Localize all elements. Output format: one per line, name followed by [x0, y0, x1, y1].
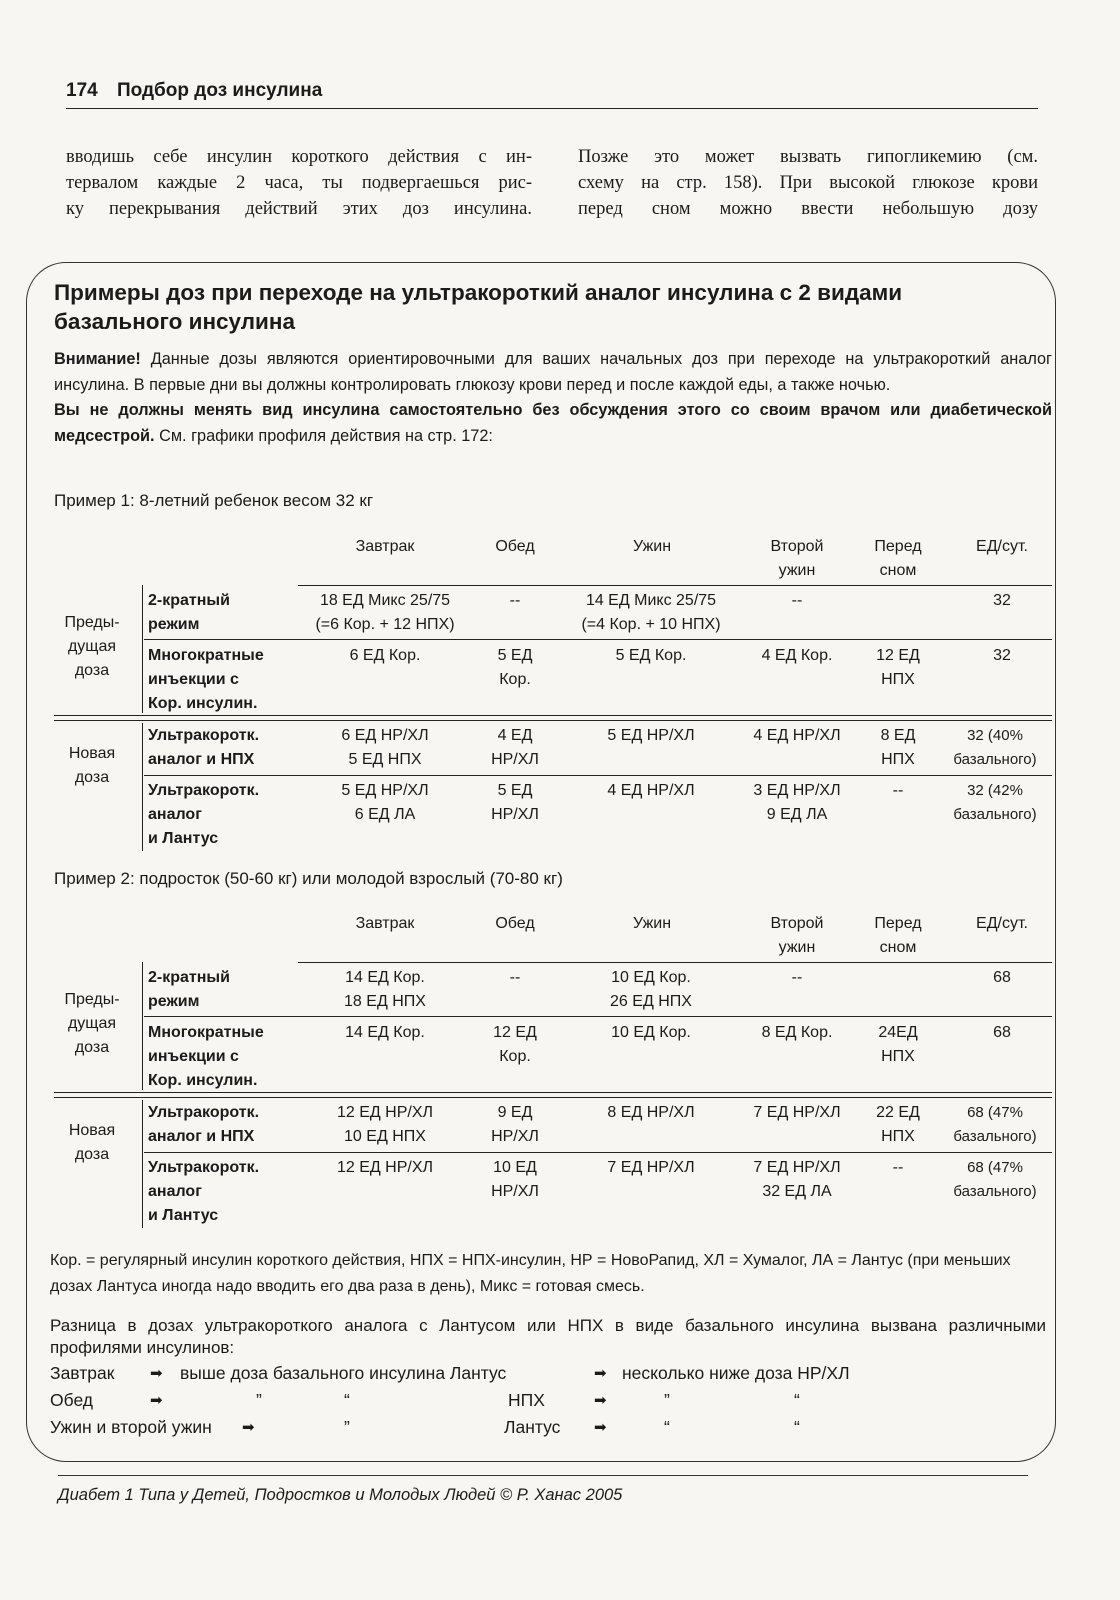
cell-dinner: 7 ЕД НР/ХЛ: [607, 1159, 695, 1176]
cell-lunch: 12 ЕД Кор.: [493, 1024, 537, 1065]
row-label: Многократные инъекции с Кор. инсулин.: [148, 1024, 264, 1089]
cell-dinner: 8 ЕД НР/ХЛ: [607, 1104, 695, 1121]
cell-lunch: 5 ЕД НР/ХЛ: [491, 782, 539, 823]
cell-lunch: 5 ЕД Кор.: [497, 647, 533, 688]
cell-lunch: --: [509, 592, 521, 609]
cell-breakfast: 12 ЕД НР/ХЛ: [336, 1159, 434, 1176]
cell-dinner: 5 ЕД Кор.: [615, 647, 687, 664]
cell-dinner: 4 ЕД НР/ХЛ: [607, 782, 695, 799]
cell-lunch: 10 ЕД НР/ХЛ: [491, 1159, 539, 1200]
diff-row-meal: Обед: [50, 1390, 93, 1410]
cell-second-dinner: 4 ЕД Кор.: [761, 647, 833, 664]
diff-row-text: несколько ниже доза НР/ХЛ: [622, 1363, 850, 1383]
col-daily: ЕД/сут.: [976, 538, 1028, 555]
abbreviation-legend: Кор. = регулярный инсулин короткого действия, НПХ = НПХ-инсулин, НР = НовоРапид, ХЛ = Хумалог, ЛА = Лантус (при меньших дозах Лантуса иногда надо вводить его два раза в день), Микс = готовая смесь.: [50, 1252, 1011, 1295]
col-breakfast: Завтрак: [355, 915, 415, 932]
col-lunch: Обед: [495, 915, 535, 932]
row-label: Ультракоротк. аналог и НПХ: [148, 1104, 260, 1145]
arrow-icon: ➡: [594, 1419, 606, 1436]
col-second-dinner: Второй ужин: [770, 915, 824, 956]
cell-dinner: 10 ЕД Кор. 26 ЕД НПХ: [610, 969, 692, 1010]
warning-label: Внимание!: [54, 350, 141, 368]
cell-second-dinner: --: [791, 969, 803, 986]
cell-dinner: 14 ЕД Микс 25/75 (=4 Кор. + 10 НПХ): [581, 592, 721, 633]
cell-daily: 68: [993, 1024, 1011, 1041]
bold-note: Вы не должны менять вид инсулина самостоятельно без обсуждения этого со своим врачом или диабетической медсестрой.: [54, 401, 1052, 445]
cell-second-dinner: 7 ЕД НР/ХЛ: [753, 1104, 841, 1121]
row-label: Многократные инъекции с Кор. инсулин.: [148, 647, 264, 712]
row-label: Ультракоротк. аналог и Лантус: [148, 1159, 260, 1224]
box-title: Примеры доз при переходе на ультракороткий аналог инсулина с 2 видами базального инсулина: [54, 280, 903, 334]
cell-bedtime: 8 ЕД НПХ: [880, 727, 916, 768]
cell-dinner: 10 ЕД Кор.: [611, 1024, 691, 1041]
group-previous-dose: Преды- дущая доза: [64, 991, 120, 1056]
arrow-icon: ➡: [150, 1392, 162, 1409]
diff-row-insulin: Лантус: [504, 1417, 561, 1437]
ditto-mark: ”: [664, 1390, 670, 1410]
cell-breakfast: 5 ЕД НР/ХЛ 6 ЕД ЛА: [341, 782, 429, 823]
intro-line: схему на стр. 158). При высокой глюкозе крови: [578, 173, 1038, 193]
arrow-icon: ➡: [594, 1365, 606, 1382]
cell-breakfast: 18 ЕД Микс 25/75 (=6 Кор. + 12 НПХ): [315, 592, 455, 633]
cell-daily: 68 (47% базального): [953, 1104, 1037, 1145]
cell-bedtime: 24ЕД НПХ: [878, 1024, 918, 1065]
page-header: [66, 80, 1038, 109]
col-dinner: Ужин: [632, 915, 672, 932]
cell-second-dinner: 7 ЕД НР/ХЛ 32 ЕД ЛА: [753, 1159, 841, 1200]
diff-row-meal: Ужин и второй ужин: [50, 1417, 212, 1437]
chapter-title: Подбор доз инсулина: [116, 80, 323, 101]
row-label: Ультракоротк. аналог и НПХ: [148, 727, 260, 768]
cell-bedtime: --: [892, 782, 904, 799]
col-bedtime: Перед сном: [874, 538, 922, 579]
diff-row-text: выше доза базального инсулина Лантус: [180, 1363, 507, 1383]
cell-lunch: --: [509, 969, 521, 986]
cell-daily: 68 (47% базального): [953, 1159, 1037, 1200]
group-previous-dose: Преды- дущая доза: [64, 614, 120, 679]
cell-lunch: 4 ЕД НР/ХЛ: [491, 727, 539, 768]
cell-dinner: 5 ЕД НР/ХЛ: [607, 727, 695, 744]
cell-breakfast: 14 ЕД Кор.: [345, 1024, 425, 1041]
example-1-table: [54, 535, 1052, 865]
ditto-mark: “: [794, 1390, 800, 1410]
group-new-dose: Новая доза: [68, 1122, 116, 1163]
page-number: 174: [66, 80, 98, 101]
col-second-dinner: Второй ужин: [770, 538, 824, 579]
intro-right-column: [578, 144, 1038, 222]
cell-breakfast: 14 ЕД Кор. 18 ЕД НПХ: [344, 969, 426, 1010]
cell-bedtime: 12 ЕД НПХ: [876, 647, 920, 688]
footer-divider: [58, 1475, 1028, 1476]
diff-row-insulin: НПХ: [508, 1390, 545, 1410]
intro-line: ку перекрывания действий этих доз инсулина.: [66, 199, 532, 219]
col-bedtime: Перед сном: [874, 915, 922, 956]
col-dinner: Ужин: [632, 538, 672, 555]
row-label: Ультракоротк. аналог и Лантус: [148, 782, 260, 847]
arrow-icon: ➡: [594, 1392, 606, 1409]
ditto-mark: ”: [256, 1390, 262, 1410]
arrow-icon: ➡: [150, 1365, 162, 1382]
intro-left-column: [66, 144, 532, 222]
intro-line: вводишь себе инсулин короткого действия с ин-: [66, 147, 532, 167]
col-daily: ЕД/сут.: [976, 915, 1028, 932]
cell-bedtime: --: [892, 1159, 904, 1176]
ditto-mark: “: [344, 1390, 350, 1410]
row-label: 2-кратный режим: [148, 592, 230, 633]
intro-line: Позже это может вызвать гипогликемию (см.: [578, 147, 1038, 167]
row-label: 2-кратный режим: [148, 969, 230, 1010]
cell-daily: 32 (40% базального): [953, 727, 1037, 768]
note-tail: См. графики профиля действия на стр. 172:: [154, 426, 493, 445]
example-2-table: [54, 912, 1052, 1242]
difference-intro: Разница в дозах ультракороткого аналога с Лантусом или НПХ в виде базального инсулина вызвана различными профилями инсулинов:: [50, 1316, 1046, 1357]
group-new-dose: Новая доза: [68, 745, 116, 786]
cell-lunch: 9 ЕД НР/ХЛ: [491, 1104, 539, 1145]
cell-breakfast: 12 ЕД НР/ХЛ 10 ЕД НПХ: [336, 1104, 434, 1145]
example-2-title: Пример 2: подросток (50-60 кг) или молодой взрослый (70-80 кг): [54, 869, 563, 888]
footer-citation: Диабет 1 Типа у Детей, Подростков и Молодых Людей © Р. Ханас 2005: [58, 1486, 623, 1504]
intro-line: перед сном можно ввести небольшую дозу: [578, 199, 1038, 219]
cell-breakfast: 6 ЕД Кор.: [349, 647, 421, 664]
ditto-mark: “: [794, 1417, 800, 1437]
cell-daily: 68: [993, 969, 1011, 986]
cell-second-dinner: 8 ЕД Кор.: [761, 1024, 833, 1041]
warning-block: [54, 347, 1052, 449]
cell-daily: 32 (42% базального): [953, 782, 1037, 823]
col-lunch: Обед: [495, 538, 535, 555]
cell-bedtime: 22 ЕД НПХ: [876, 1104, 920, 1145]
cell-second-dinner: --: [791, 592, 803, 609]
arrow-icon: ➡: [242, 1419, 254, 1436]
cell-daily: 32: [993, 592, 1011, 609]
cell-daily: 32: [993, 647, 1011, 664]
warning-text: Данные дозы являются ориентировочными для ваших начальных доз при переходе на ультракороткий аналог инсулина. В первые дни вы должны контролировать глюкозу крови перед и после каждой еды, а также ночью.: [54, 350, 1052, 394]
col-breakfast: Завтрак: [355, 538, 415, 555]
diff-row-meal: Завтрак: [50, 1363, 115, 1383]
cell-second-dinner: 4 ЕД НР/ХЛ: [753, 727, 841, 744]
intro-line: тервалом каждые 2 часа, ты подвергаешься рис-: [66, 173, 532, 193]
cell-breakfast: 6 ЕД НР/ХЛ 5 ЕД НПХ: [341, 727, 429, 768]
cell-second-dinner: 3 ЕД НР/ХЛ 9 ЕД ЛА: [753, 782, 841, 823]
example-1-title: Пример 1: 8-летний ребенок весом 32 кг: [54, 491, 374, 510]
ditto-mark: “: [664, 1417, 670, 1437]
ditto-mark: ”: [344, 1417, 350, 1437]
